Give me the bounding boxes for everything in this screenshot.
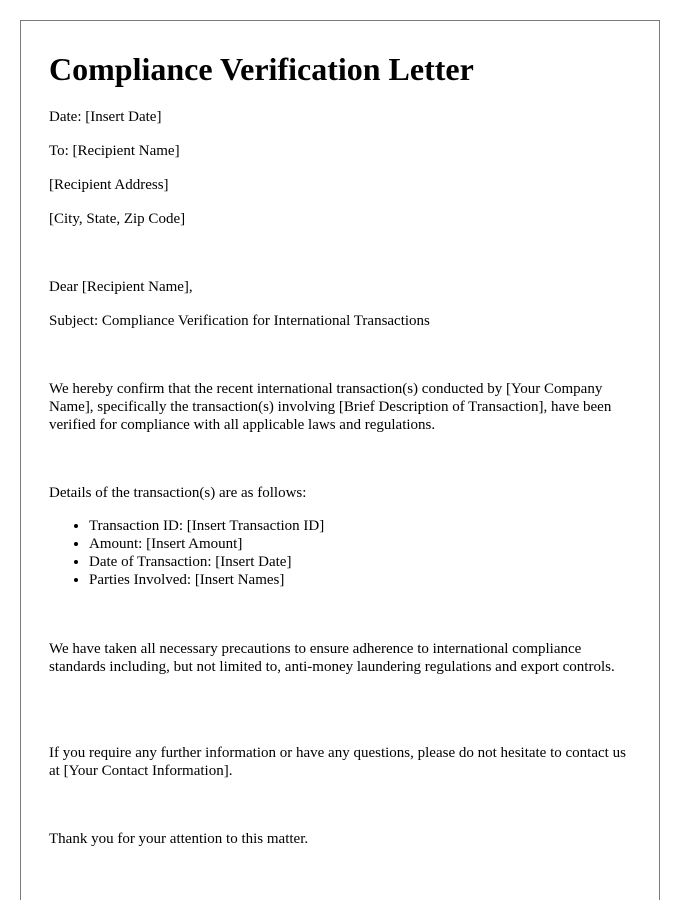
- confirmation-paragraph: We hereby confirm that the recent international transaction(s) conducted by [Your Company Name], specifically the transaction(s) involving [Brief Description of Transaction], have been verified for compliance with all applicable laws and regulations.: [49, 381, 612, 433]
- date-line: Date: [Insert Date]: [49, 109, 162, 125]
- detail-amount: • Amount: [Insert Amount]: [89, 535, 324, 553]
- closing-paragraph: Thank you for your attention to this matter.: [49, 831, 309, 847]
- detail-transaction-date: • Date of Transaction: [Insert Date]: [89, 553, 324, 571]
- detail-parties-involved: • Parties Involved: [Insert Names]: [89, 571, 324, 589]
- subject-line: Subject: Compliance Verification for International Transactions: [49, 313, 430, 329]
- details-intro: Details of the transaction(s) are as follows:: [49, 485, 307, 501]
- contact-paragraph: If you require any further information or have any questions, please do not hesitate to contact us at [Your Contact Information].: [49, 745, 626, 779]
- detail-transaction-id: • Transaction ID: [Insert Transaction ID]: [89, 517, 324, 535]
- letter-title: Compliance Verification Letter: [49, 51, 474, 87]
- recipient-address-line: [Recipient Address]: [49, 177, 169, 193]
- letter-page: [20, 20, 660, 900]
- salutation: Dear [Recipient Name],: [49, 279, 193, 295]
- transaction-details-list: [49, 517, 324, 589]
- city-state-zip-line: [City, State, Zip Code]: [49, 211, 186, 227]
- precautions-paragraph: We have taken all necessary precautions to ensure adherence to international compliance standards including, but not limited to, anti-money laundering regulations and export controls.: [49, 641, 615, 675]
- recipient-name-line: To: [Recipient Name]: [49, 143, 180, 159]
